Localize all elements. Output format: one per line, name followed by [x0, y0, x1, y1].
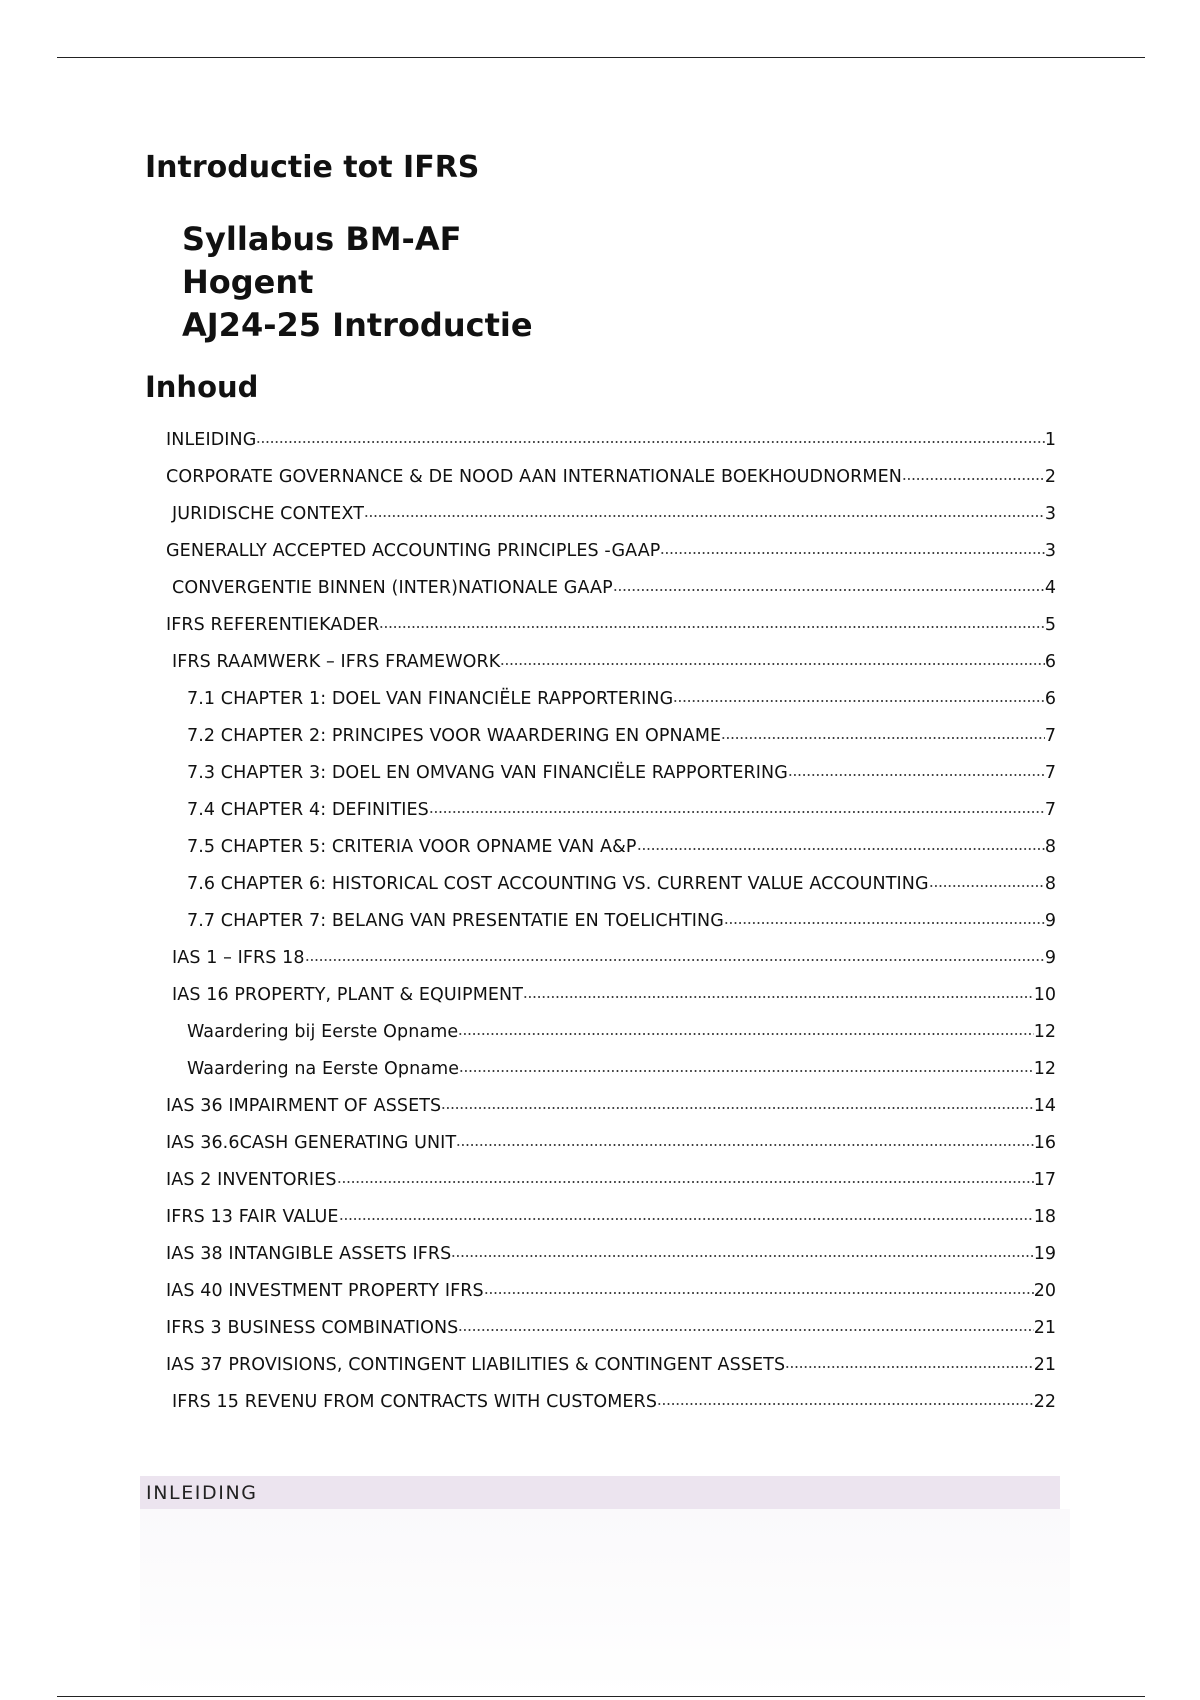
toc-entry-page: 14	[1033, 1095, 1056, 1116]
toc-dot-leader	[256, 436, 1044, 447]
toc-entry[interactable]	[0, 940, 1056, 977]
toc-dot-leader	[459, 1065, 1034, 1076]
toc-dot-leader	[458, 1028, 1033, 1039]
subtitle-year: AJ24-25 Introductie	[182, 306, 533, 344]
toc-entry[interactable]	[0, 977, 1056, 1014]
toc-entry[interactable]	[0, 1384, 1056, 1421]
toc-dot-leader	[451, 1250, 1033, 1261]
toc-entry-page: 7	[1044, 762, 1056, 783]
toc-dot-leader	[484, 1287, 1034, 1298]
toc-entry-label: IFRS 13 FAIR VALUE	[166, 1206, 339, 1227]
toc-dot-leader	[364, 510, 1045, 521]
toc-entry-label: IAS 2 INVENTORIES	[166, 1169, 337, 1190]
toc-entry[interactable]	[0, 792, 1056, 829]
toc-dot-leader	[500, 658, 1045, 669]
toc-entry[interactable]	[0, 570, 1056, 607]
toc-entry-page: 6	[1044, 688, 1056, 709]
toc-entry-label: Waardering na Eerste Opname	[187, 1058, 460, 1079]
toc-entry[interactable]	[0, 718, 1056, 755]
toc-entry-label: JURIDISCHE CONTEXT	[172, 503, 365, 524]
toc-entry-label: 7.4 CHAPTER 4: DEFINITIES	[187, 799, 429, 820]
toc-entry-page: 9	[1044, 947, 1056, 968]
toc-entry-page: 12	[1033, 1021, 1056, 1042]
toc-dot-leader	[339, 1213, 1034, 1224]
toc-entry-label: IFRS 15 REVENU FROM CONTRACTS WITH CUSTOMERS	[172, 1391, 658, 1412]
toc-entry-label: IAS 36.6CASH GENERATING UNIT	[166, 1132, 457, 1153]
toc-entry-label: 7.7 CHAPTER 7: BELANG VAN PRESENTATIE EN TOELICHTING	[187, 910, 724, 931]
toc-entry[interactable]	[0, 681, 1056, 718]
toc-entry[interactable]	[0, 1199, 1056, 1236]
toc-entry-page: 17	[1033, 1169, 1056, 1190]
toc-entry-label: CONVERGENTIE BINNEN (INTER)NATIONALE GAAP	[172, 577, 613, 598]
toc-dot-leader	[657, 1398, 1034, 1409]
toc-entry[interactable]	[0, 755, 1056, 792]
toc-dot-leader	[785, 1361, 1034, 1372]
toc-entry-label: 7.6 CHAPTER 6: HISTORICAL COST ACCOUNTING VS. CURRENT VALUE ACCOUNTING	[187, 873, 929, 894]
toc-heading: Inhoud	[145, 370, 259, 404]
toc-entry-page: 10	[1033, 984, 1056, 1005]
toc-entry-label: GENERALLY ACCEPTED ACCOUNTING PRINCIPLES -GAAP	[166, 540, 661, 561]
toc-entry-label: IFRS RAAMWERK – IFRS FRAMEWORK	[172, 651, 501, 672]
toc-entry-page: 21	[1033, 1317, 1056, 1338]
toc-entry-label: 7.1 CHAPTER 1: DOEL VAN FINANCIËLE RAPPORTERING	[187, 688, 674, 709]
toc-entry-label: IFRS REFERENTIEKADER	[166, 614, 380, 635]
toc-entry[interactable]	[0, 1051, 1056, 1088]
toc-entry-page: 8	[1044, 836, 1056, 857]
toc-entry-label: CORPORATE GOVERNANCE & DE NOOD AAN INTERNATIONALE BOEKHOUDNORMEN	[166, 466, 902, 487]
toc-entry-page: 20	[1033, 1280, 1056, 1301]
toc-entry-page: 5	[1044, 614, 1056, 635]
toc-entry-label: IAS 38 INTANGIBLE ASSETS IFRS	[166, 1243, 452, 1264]
top-rule	[57, 57, 1145, 58]
toc-entry-page: 2	[1044, 466, 1056, 487]
toc-dot-leader	[721, 732, 1045, 743]
toc-entry-page: 7	[1044, 725, 1056, 746]
toc-entry-page: 6	[1044, 651, 1056, 672]
toc-entry-page: 1	[1044, 429, 1056, 450]
toc-dot-leader	[613, 584, 1045, 595]
toc-entry-label: 7.3 CHAPTER 3: DOEL EN OMVANG VAN FINANCIËLE RAPPORTERING	[187, 762, 788, 783]
toc-entry[interactable]	[0, 1310, 1056, 1347]
toc-dot-leader	[441, 1102, 1033, 1113]
toc-dot-leader	[305, 954, 1045, 965]
toc-entry[interactable]	[0, 1125, 1056, 1162]
toc-entry-label: IFRS 3 BUSINESS COMBINATIONS	[166, 1317, 459, 1338]
subtitle-block	[182, 218, 533, 347]
toc-entry-page: 18	[1033, 1206, 1056, 1227]
toc-dot-leader	[337, 1176, 1034, 1187]
toc-entry-page: 19	[1033, 1243, 1056, 1264]
toc-entry-page: 21	[1033, 1354, 1056, 1375]
toc-entry[interactable]	[0, 829, 1056, 866]
toc-entry-page: 12	[1033, 1058, 1056, 1079]
toc-entry-page: 22	[1033, 1391, 1056, 1412]
section-heading: INLEIDING	[146, 1481, 258, 1504]
toc-dot-leader	[902, 473, 1045, 484]
toc-entry[interactable]	[0, 1014, 1056, 1051]
toc-dot-leader	[379, 621, 1044, 632]
toc-entry[interactable]	[0, 1236, 1056, 1273]
toc-entry-label: IAS 40 INVESTMENT PROPERTY IFRS	[166, 1280, 484, 1301]
toc-entry-page: 16	[1033, 1132, 1056, 1153]
toc-dot-leader	[429, 806, 1045, 817]
section-body	[140, 1509, 1070, 1699]
toc-entry-label: 7.2 CHAPTER 2: PRINCIPES VOOR WAARDERING EN OPNAME	[187, 725, 722, 746]
toc-entry-page: 7	[1044, 799, 1056, 820]
toc-entry-label: Waardering bij Eerste Opname	[187, 1021, 459, 1042]
table-of-contents	[0, 422, 1200, 1421]
toc-entry-label: IAS 36 IMPAIRMENT OF ASSETS	[166, 1095, 442, 1116]
toc-entry[interactable]	[0, 459, 1056, 496]
toc-entry[interactable]	[0, 1162, 1056, 1199]
toc-entry-label: IAS 37 PROVISIONS, CONTINGENT LIABILITIES & CONTINGENT ASSETS	[166, 1354, 786, 1375]
toc-entry[interactable]	[0, 607, 1056, 644]
toc-entry-label: 7.5 CHAPTER 5: CRITERIA VOOR OPNAME VAN A&P	[187, 836, 637, 857]
toc-entry[interactable]	[0, 644, 1056, 681]
toc-dot-leader	[673, 695, 1045, 706]
toc-entry[interactable]	[0, 866, 1056, 903]
section-heading-band	[140, 1476, 1060, 1509]
toc-entry-page: 8	[1044, 873, 1056, 894]
toc-dot-leader	[929, 880, 1045, 891]
document-title: Introductie tot IFRS	[145, 150, 480, 185]
toc-dot-leader	[660, 547, 1044, 558]
toc-entry-label: IAS 16 PROPERTY, PLANT & EQUIPMENT	[172, 984, 524, 1005]
subtitle-course: Syllabus BM-AF	[182, 220, 462, 258]
toc-entry-label: IAS 1 – IFRS 18	[172, 947, 305, 968]
toc-entry-page: 4	[1044, 577, 1056, 598]
toc-dot-leader	[724, 917, 1045, 928]
toc-entry-label: INLEIDING	[166, 429, 257, 450]
toc-dot-leader	[458, 1324, 1033, 1335]
toc-entry-page: 3	[1044, 503, 1056, 524]
toc-dot-leader	[456, 1139, 1033, 1150]
toc-entry[interactable]	[0, 422, 1056, 459]
toc-entry[interactable]	[0, 496, 1056, 533]
toc-entry[interactable]	[0, 1273, 1056, 1310]
toc-entry[interactable]	[0, 903, 1056, 940]
toc-entry-page: 9	[1044, 910, 1056, 931]
toc-entry-page: 3	[1044, 540, 1056, 561]
bottom-rule	[57, 1696, 1145, 1697]
toc-entry[interactable]	[0, 1347, 1056, 1384]
toc-dot-leader	[788, 769, 1045, 780]
toc-dot-leader	[523, 991, 1034, 1002]
toc-dot-leader	[637, 843, 1045, 854]
subtitle-school: Hogent	[182, 263, 314, 301]
toc-entry[interactable]	[0, 1088, 1056, 1125]
toc-entry[interactable]	[0, 533, 1056, 570]
